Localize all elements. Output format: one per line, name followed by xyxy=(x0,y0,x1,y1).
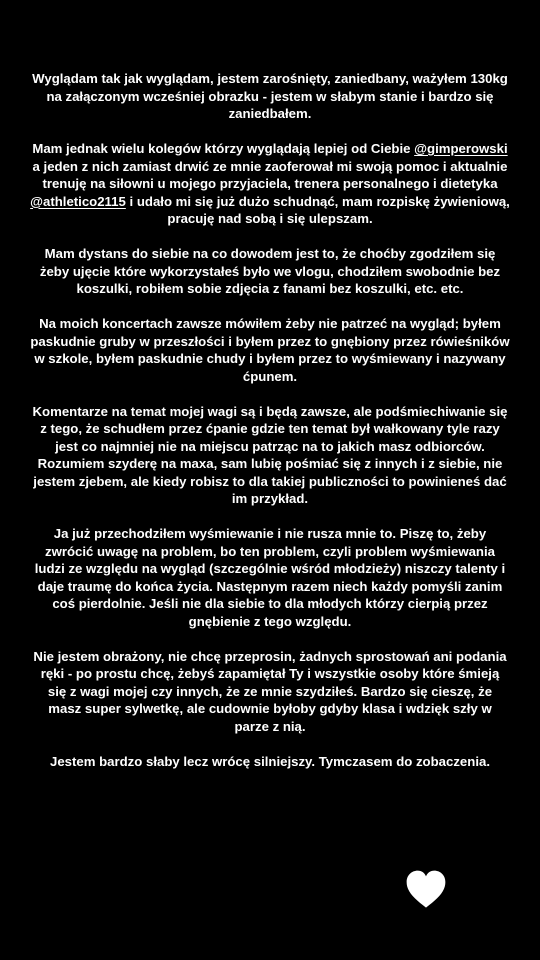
paragraph-text: Na moich koncertach zawsze mówiłem żeby nie patrzeć na wygląd; byłem paskudnie gruby w przeszłości i byłem przez to gnębiony przez rówieśników w szkole, byłem paskudnie chudy i byłem przez to wyśmiewany i nazywany ćpunem. xyxy=(30,316,510,384)
story-paragraph xyxy=(30,753,510,771)
story-paragraph xyxy=(30,315,510,385)
paragraph-text: a jeden z nich zamiast drwić ze mnie zaoferował mi swoją pomoc i aktualnie trenuję na siłowni u mojego przyjaciela, trenera personalnego i dietetyka xyxy=(32,158,508,191)
paragraph-text: Nie jestem obrażony, nie chcę przeprosin, żadnych sprostowań ani podania ręki - po prostu chcę, żebyś zapamiętał Ty i wszystkie osoby które śmieją się z wagi mojej czy innych, że ze mnie szydziłeś. Bardzo się cieszę, że masz super sylwetkę, ale cudownie byłoby gdyby klasa i wdzięk szły w parze z nią. xyxy=(33,648,507,734)
mention-link[interactable]: @athletico2115 xyxy=(30,193,126,209)
story-paragraph xyxy=(30,403,510,508)
white-heart-icon xyxy=(404,868,448,912)
paragraph-text: Ja już przechodziłem wyśmiewanie i nie rusza mnie to. Piszę to, żeby zwrócić uwagę na problem, bo ten problem, czyli problem wyśmiewania ludzi ze względu na wygląd (szczególnie wśród młodzieży) niszczy talenty i daje traumę do końca życia. Następnym razem niech każdy pomyśli zanim coś pierdolnie. Jeśli nie dla siebie to dla młodych którzy cierpią przez gnębienie z tego względu. xyxy=(34,526,506,629)
story-paragraph xyxy=(30,245,510,298)
paragraph-text: Wyglądam tak jak wyglądam, jestem zarośnięty, zaniedbany, ważyłem 130kg na załączonym wcześniej obrazku - jestem w słabym stanie i bardzo się zaniedbałem. xyxy=(32,71,508,121)
mention-link[interactable]: @gimperowski xyxy=(414,141,508,156)
story-text-block xyxy=(30,70,510,788)
paragraph-text: Komentarze na temat mojej wagi są i będą zawsze, ale podśmiechiwanie się z tego, że schudłem przez ćpanie gdzie ten temat był wałkowany tyle razy jest co najmniej nie na miejscu patrząc na to jakich masz odbiorców. Rozumiem szyderę na maxa, sam lubię pośmiać się z innych i z siebie, nie jestem zjebem, ale kiedy robisz to dla takiej publiczności to powinieneś dać im przykład. xyxy=(32,403,508,506)
story-paragraph xyxy=(30,648,510,736)
story-paragraph xyxy=(30,525,510,630)
paragraph-text: Mam dystans do siebie na co dowodem jest to, że choćby zgodziłem się żeby ujęcie które wykorzystałeś było we vlogu, chodziłem swobodnie bez koszulki, robiłem sobie zdjęcia z fanami bez koszulki, etc. etc. xyxy=(39,246,501,296)
story-paragraph xyxy=(30,140,510,228)
paragraph-text: Jestem bardzo słaby lecz wrócę silniejszy. Tymczasem do zobaczenia. xyxy=(49,753,490,769)
paragraph-text: Mam jednak wielu kolegów którzy wyglądają lepiej od Ciebie xyxy=(32,141,415,156)
paragraph-text: i udało mi się już dużo schudnąć, mam rozpiskę żywieniową, pracuję nad sobą i się ulepszam. xyxy=(125,193,510,226)
story-paragraph xyxy=(30,70,510,123)
